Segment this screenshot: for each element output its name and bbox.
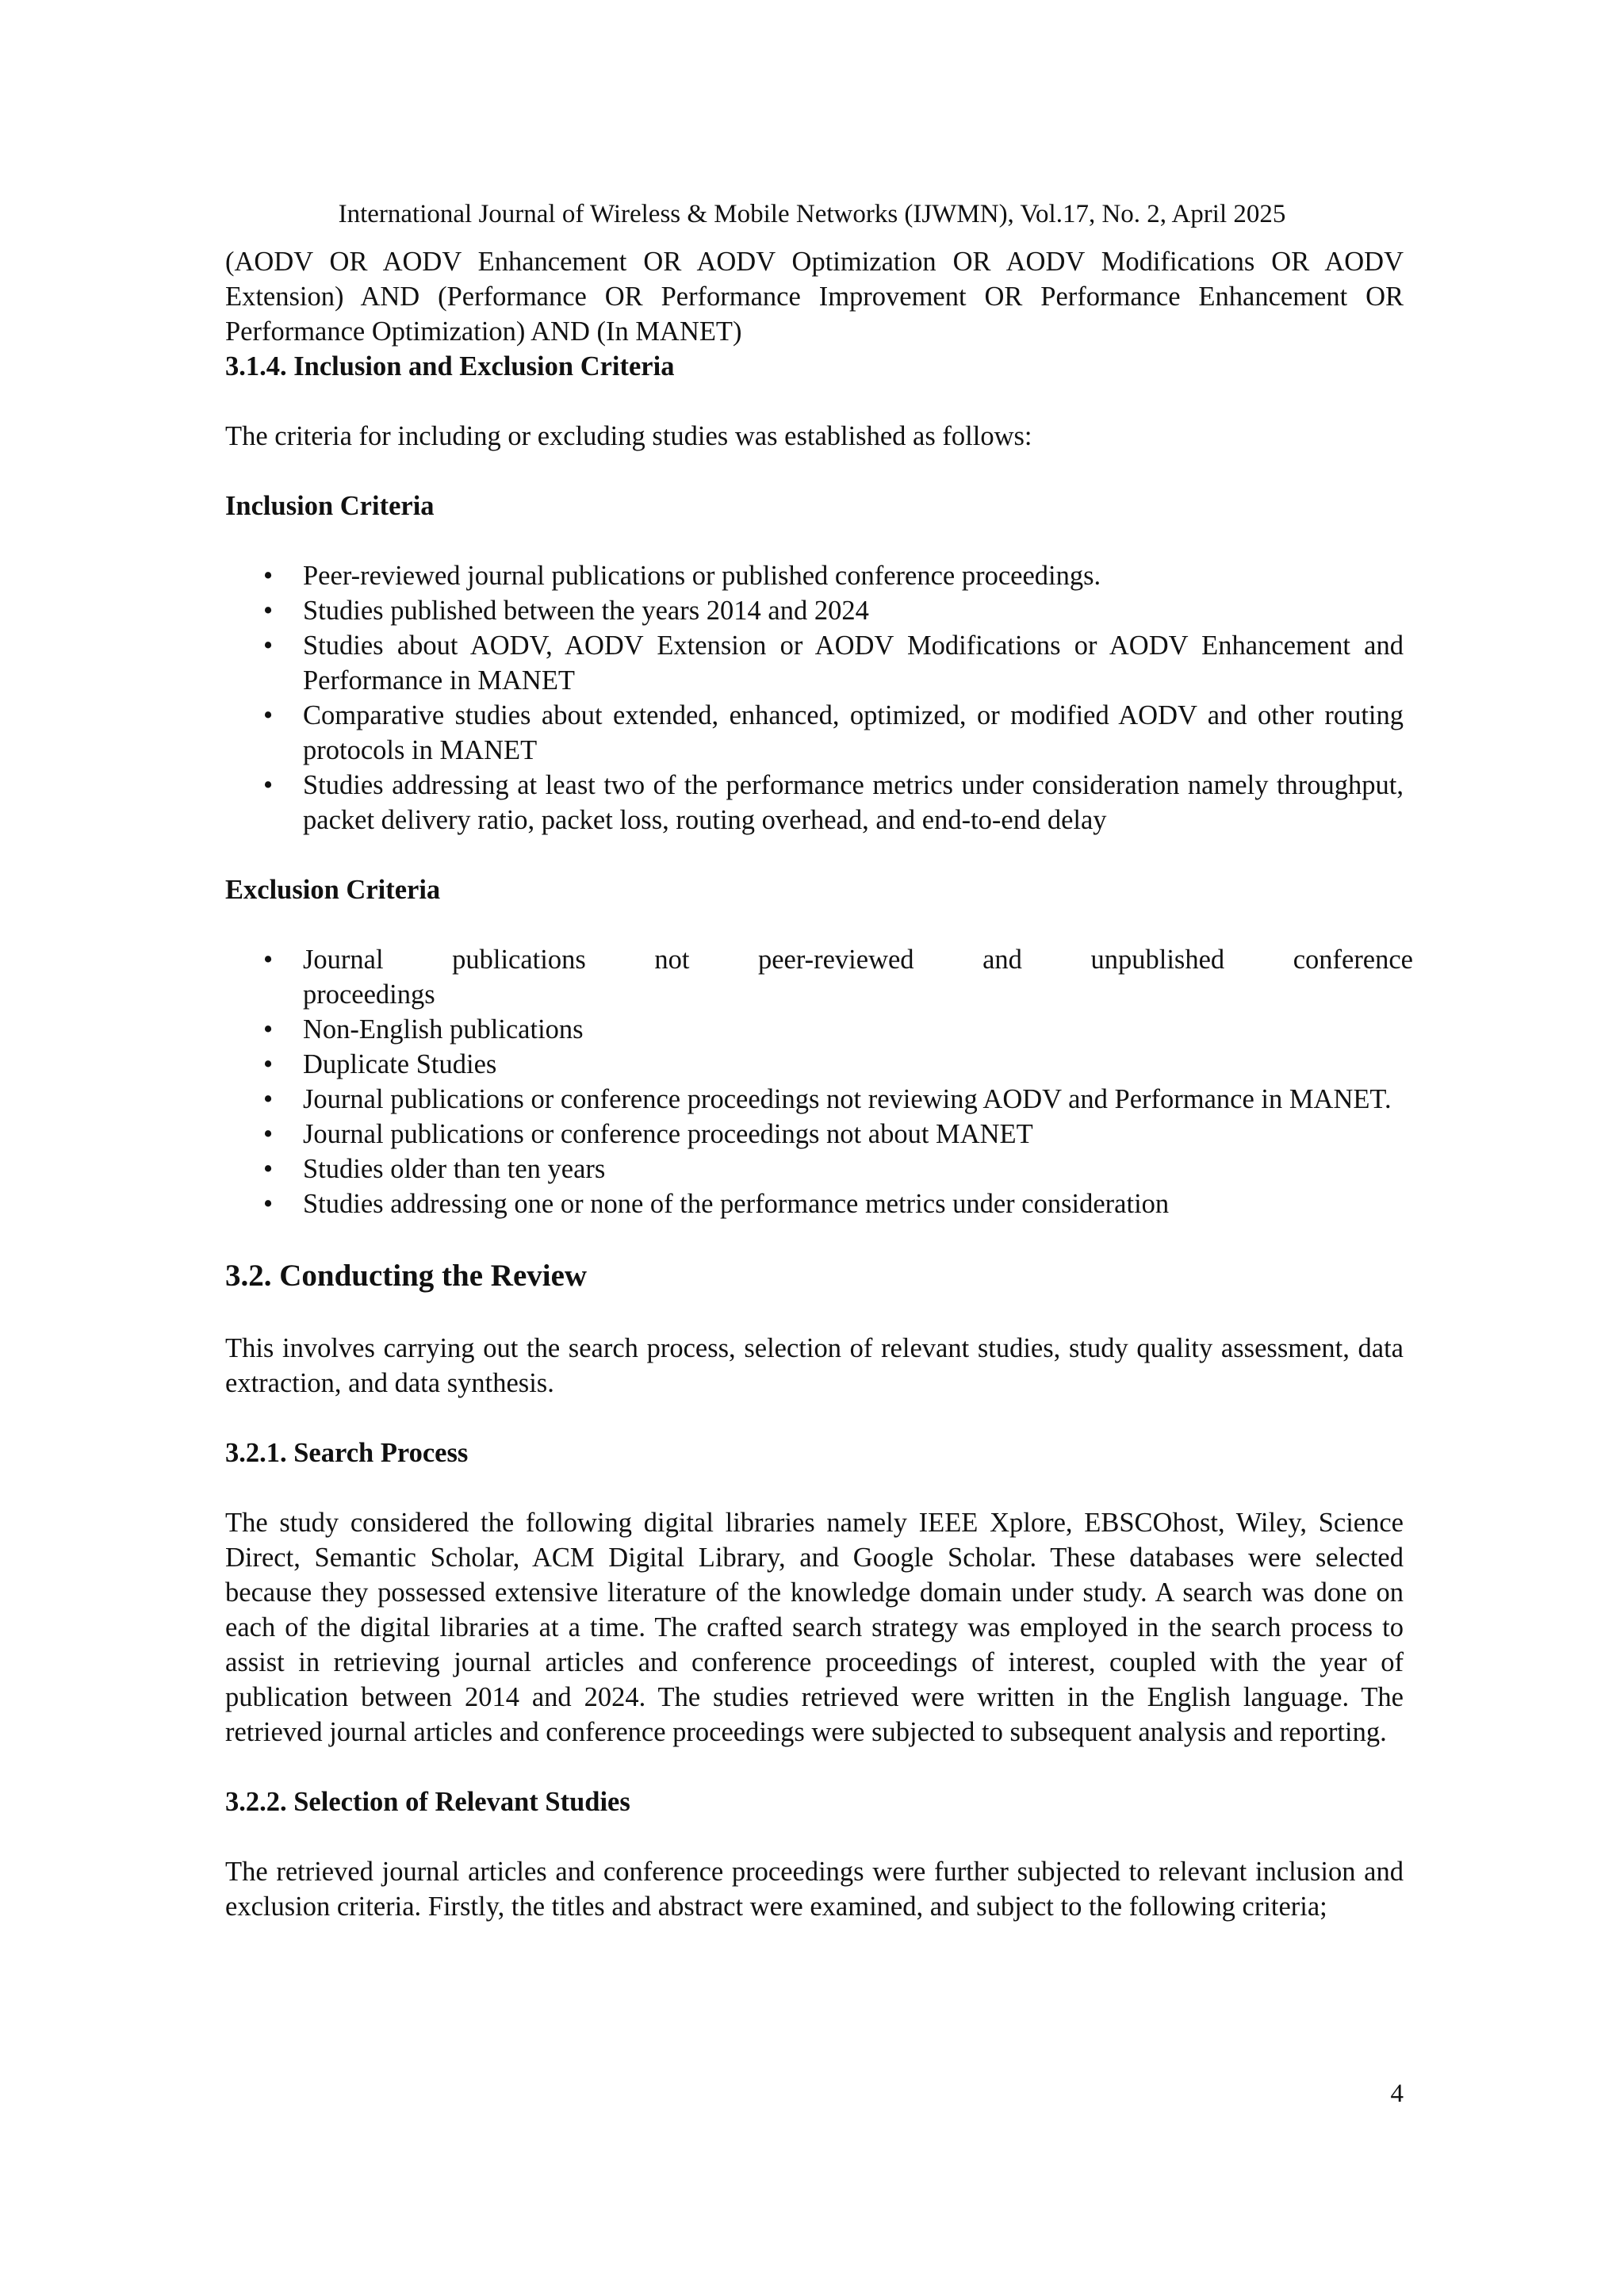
exclusion-item: • Studies addressing one or none of the performance metrics under consideration (225, 1186, 1404, 1221)
exclusion-criteria-heading: Exclusion Criteria (225, 875, 441, 905)
page-content (225, 244, 1413, 1924)
exclusion-word: unpublished (1090, 945, 1225, 975)
inclusion-criteria-heading: Inclusion Criteria (225, 491, 435, 521)
inclusion-item: • Peer-reviewed journal publications or published conference proceedings. (225, 558, 1404, 593)
exclusion-item: • Journal publications or conference proceedings not reviewing AODV and Performance in MANET. (225, 1082, 1404, 1117)
exclusion-item (225, 942, 1413, 1012)
exclusion-word: and (982, 945, 1022, 975)
section-heading-3-2: 3.2. Conducting the Review (225, 1259, 588, 1293)
section-heading-3-2-1: 3.2.1. Search Process (225, 1438, 469, 1468)
selection-paragraph: The retrieved journal articles and conference proceedings were further subjected to relevant inclusion and exclusion criteria. Firstly, the titles and abstract were examined, and subject to the following criteria; (225, 1857, 1404, 1922)
inclusion-item: • Studies addressing at least two of the performance metrics under consideration namely throughput, packet delivery ratio, packet loss, routing overhead, and end-to-end delay (225, 768, 1404, 838)
exclusion-criteria-list (225, 942, 1413, 1221)
section-heading-3-2-2: 3.2.2. Selection of Relevant Studies (225, 1787, 630, 1817)
inclusion-item: • Studies about AODV, AODV Extension or AODV Modifications or AODV Enhancement and Performance in MANET (225, 628, 1404, 698)
exclusion-item-tail: proceedings (303, 979, 435, 1010)
exclusion-word: conference (1293, 945, 1413, 975)
conducting-review-paragraph: This involves carrying out the search process, selection of relevant studies, study quality assessment, data extraction, and data synthesis. (225, 1333, 1404, 1398)
exclusion-word: not (654, 945, 690, 975)
running-header: International Journal of Wireless & Mobile Networks (IJWMN), Vol.17, No. 2, April 2025 (338, 200, 1286, 228)
exclusion-word: peer-reviewed (757, 945, 914, 975)
exclusion-item: • Non-English publications (225, 1012, 1404, 1047)
exclusion-word: • Journal (303, 945, 384, 975)
inclusion-criteria-list (225, 558, 1404, 838)
exclusion-item: • Journal publications or conference proceedings not about MANET (225, 1117, 1404, 1152)
exclusion-item-spread-line (303, 942, 1413, 977)
inclusion-item: • Comparative studies about extended, enhanced, optimized, or modified AODV and other routing protocols in MANET (225, 698, 1404, 768)
inclusion-item: • Studies published between the years 2014 and 2024 (225, 593, 1404, 628)
exclusion-item: • Studies older than ten years (225, 1152, 1404, 1186)
exclusion-word: publications (452, 945, 586, 975)
search-process-paragraph: The study considered the following digital libraries namely IEEE Xplore, EBSCOhost, Wiley, Science Direct, Semantic Scholar, ACM Digital Library, and Google Scholar. These databases were selected because they possessed extensive literature of the knowledge domain under study. A search was done on each of the digital libraries at a time. The crafted search strategy was employed in the search process to assist in retrieving journal articles and conference proceedings of interest, coupled with the year of publication between 2014 and 2024. The studies retrieved were written in the English language. The retrieved journal articles and conference proceedings were subjected to subsequent analysis and reporting. (225, 1508, 1404, 1747)
section-heading-3-1-4: 3.1.4. Inclusion and Exclusion Criteria (225, 351, 675, 381)
exclusion-item: • Duplicate Studies (225, 1047, 1404, 1082)
criteria-intro-paragraph: The criteria for including or excluding studies was established as follows: (225, 421, 1032, 451)
search-string-paragraph: (AODV OR AODV Enhancement OR AODV Optimization OR AODV Modifications OR AODV Extension) AND (Performance OR Performance Improvement OR Performance Enhancement OR Performance Optimization) AND (In MANET) (225, 247, 1404, 347)
page-number: 4 (1390, 2079, 1404, 2108)
